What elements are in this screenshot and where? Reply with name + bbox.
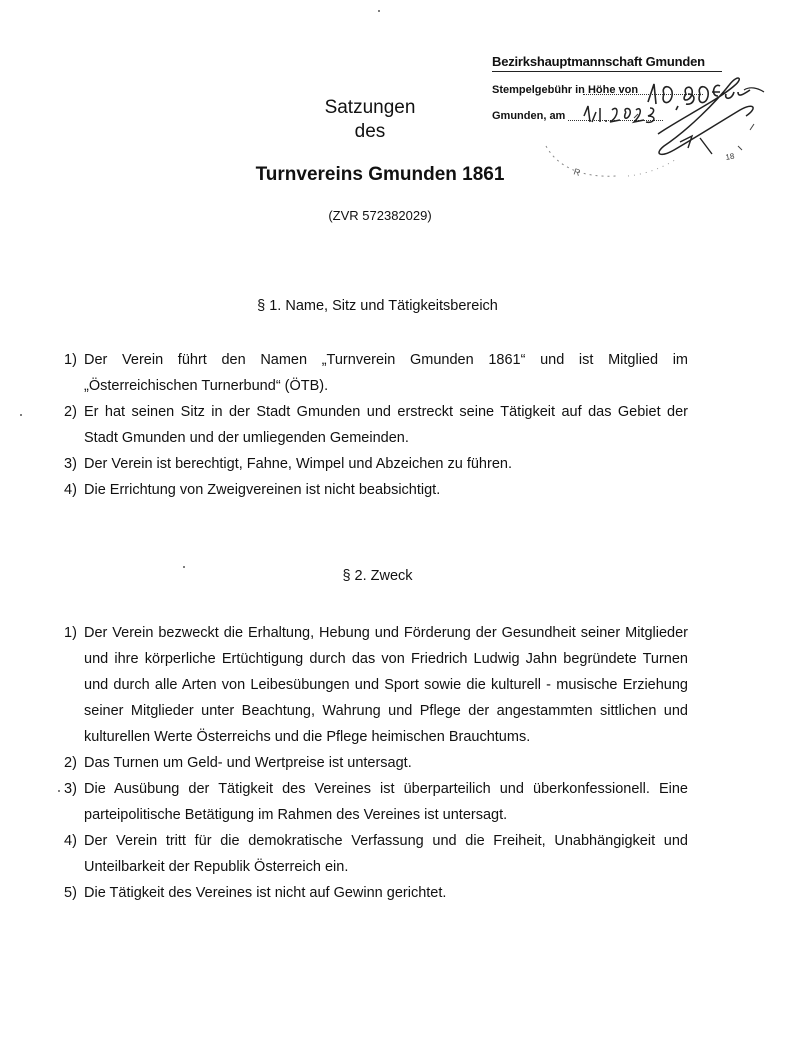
document-title-line2: des (354, 121, 386, 142)
list-item (64, 451, 688, 477)
list-item (64, 620, 688, 750)
document-title-main: Turnvereins Gmunden 1861 (255, 164, 505, 185)
registration-number: (ZVR 572382029) (328, 208, 432, 223)
section-1-list (64, 347, 688, 503)
svg-text:18: 18 (724, 151, 736, 162)
scan-speck (183, 566, 185, 568)
scan-speck (20, 414, 22, 416)
item-number: 4) (64, 482, 77, 498)
item-number: 4) (64, 833, 77, 849)
stamp-place-label: Gmunden, am (492, 110, 566, 122)
item-number: 1) (64, 625, 77, 641)
item-text: Die Ausübung der Tätigkeit des Vereines ist überparteilich und überkonfessionell. Eine parteipolitische Betätigung im Rahmen des Vereines ist untersagt. (84, 781, 688, 823)
item-text: Der Verein führt den Namen „Turnverein Gmunden 1861“ und ist Mitglied im „Österreichischen Turnerbund“ (ÖTB). (84, 352, 688, 394)
scan-speck (58, 790, 60, 792)
list-item (64, 399, 688, 451)
section-2-list (64, 620, 688, 906)
item-number: 2) (64, 755, 77, 771)
item-text: Der Verein ist berechtigt, Fahne, Wimpel und Abzeichen zu führen. (84, 456, 512, 472)
stamp-office-name: Bezirkshauptmannschaft Gmunden (492, 54, 705, 69)
item-number: 3) (64, 456, 77, 472)
item-number: 3) (64, 781, 77, 797)
stamp-fee-label: Stempelgebühr in Höhe von (492, 84, 639, 96)
item-text: Der Verein tritt für die demokratische Verfassung und die Freiheit, Unabhängigkeit und Unteilbarkeit der Republik Österreich ein. (84, 833, 688, 875)
item-text: Er hat seinen Sitz in der Stadt Gmunden und erstreckt seine Tätigkeit auf das Gebiet der Stadt Gmunden und der umliegenden Gemeinden. (84, 404, 688, 446)
item-text: Der Verein bezweckt die Erhaltung, Hebung und Förderung der Gesundheit seiner Mitglieder und ihre körperliche Ertüchtigung durch das von Friedrich Ludwig Jahn begründete Turnen und durch alle Arten von Leibesübungen und Sport sowie die kulturell - musische Erziehung seiner Mitglieder unter Beachtung, Wahrung und Pflege der angestammten sittlichen und kulturellen Werte Österreichs und die Pflege heimischen Brauchtums. (84, 625, 688, 745)
list-item (64, 828, 688, 880)
list-item (64, 477, 688, 503)
list-item (64, 776, 688, 828)
item-number: 2) (64, 404, 77, 420)
item-number: 1) (64, 352, 77, 368)
list-item (64, 750, 688, 776)
svg-text:R: R (572, 166, 582, 178)
item-text: Das Turnen um Geld- und Wertpreise ist untersagt. (84, 755, 412, 771)
section-2-heading: § 2. Zweck (342, 568, 413, 584)
item-text: Die Errichtung von Zweigvereinen ist nicht beabsichtigt. (84, 482, 441, 498)
document-title-line1: Satzungen (324, 97, 416, 118)
list-item (64, 347, 688, 399)
scan-speck (378, 10, 380, 12)
list-item (64, 880, 688, 906)
section-1-heading: § 1. Name, Sitz und Tätigkeitsbereich (257, 298, 498, 314)
item-text: Die Tätigkeit des Vereines ist nicht auf Gewinn gerichtet. (84, 885, 447, 901)
item-number: 5) (64, 885, 77, 901)
